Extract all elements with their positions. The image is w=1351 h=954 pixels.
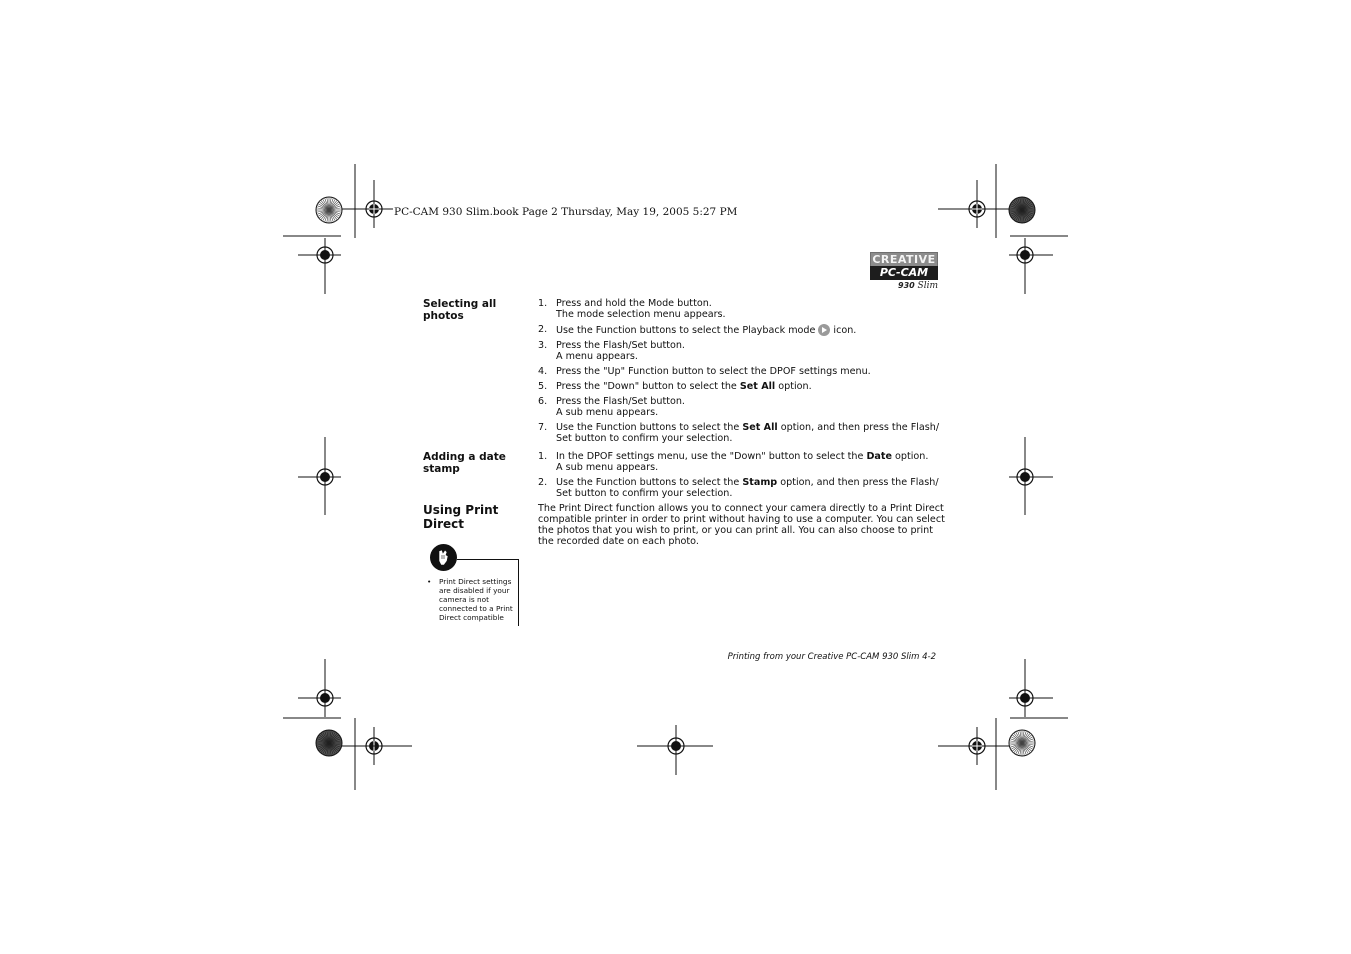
note-hand-icon <box>430 544 457 571</box>
note-box <box>423 542 519 626</box>
registration-starburst <box>1009 197 1035 223</box>
step-item: 1. In the DPOF settings menu, use the "Down" button to select the Date option. A sub menu appears. <box>538 451 929 473</box>
step-item: 1. Press and hold the Mode button. The mode selection menu appears. <box>538 298 726 320</box>
step-item: 6. Press the Flash/Set button. A sub menu appears. <box>538 396 685 418</box>
steps-adding-date-stamp <box>538 451 948 503</box>
heading-adding-date-stamp: Adding a date stamp <box>423 451 506 475</box>
note-divider-horizontal <box>457 559 519 560</box>
registration-starburst <box>316 730 342 756</box>
creative-pc-cam-logo <box>870 252 938 292</box>
note-text: • Print Direct settings are disabled if your camera is not connected to a Print Direct compatible <box>427 577 513 622</box>
step-item: 4. Press the "Up" Function button to select the DPOF settings menu. <box>538 366 871 377</box>
print-direct-paragraph: The Print Direct function allows you to connect your camera directly to a Print Direct compatible printer in order to print without having to use a computer. You can select the photos that you wish to print, or you can print all. You can also choose to print the recorded date on each photo. <box>538 503 945 547</box>
step-item: 2. Use the Function buttons to select the Stamp option, and then press the Flash/ Set button to confirm your selection. <box>538 477 939 499</box>
page-footer: Printing from your Creative PC-CAM 930 Slim 4-2 <box>727 652 936 662</box>
playback-mode-icon <box>818 324 830 336</box>
note-divider-vertical <box>518 559 519 626</box>
heading-using-print-direct: Using Print Direct <box>423 503 499 531</box>
logo-brand: CREATIVE <box>870 252 938 268</box>
registration-starburst <box>1009 730 1035 756</box>
step-item: 2. Use the Function buttons to select the Playback mode icon. <box>538 324 857 336</box>
steps-selecting-all-photos <box>538 298 948 448</box>
step-item: 7. Use the Function buttons to select the Set All option, and then press the Flash/ Set button to confirm your selection. <box>538 422 940 444</box>
registration-starburst <box>316 197 342 223</box>
logo-product: PC-CAM <box>870 266 938 280</box>
book-header-line: PC-CAM 930 Slim.book Page 2 Thursday, May 19, 2005 5:27 PM <box>394 206 738 218</box>
registration-cross <box>958 190 996 228</box>
step-item: 3. Press the Flash/Set button. A menu appears. <box>538 340 685 362</box>
logo-model: 930 Slim <box>898 281 938 291</box>
registration-cross <box>958 727 996 765</box>
step-item: 5. Press the "Down" button to select the Set All option. <box>538 381 812 392</box>
heading-selecting-all-photos: Selecting all photos <box>423 298 497 322</box>
registration-cross <box>355 190 393 228</box>
